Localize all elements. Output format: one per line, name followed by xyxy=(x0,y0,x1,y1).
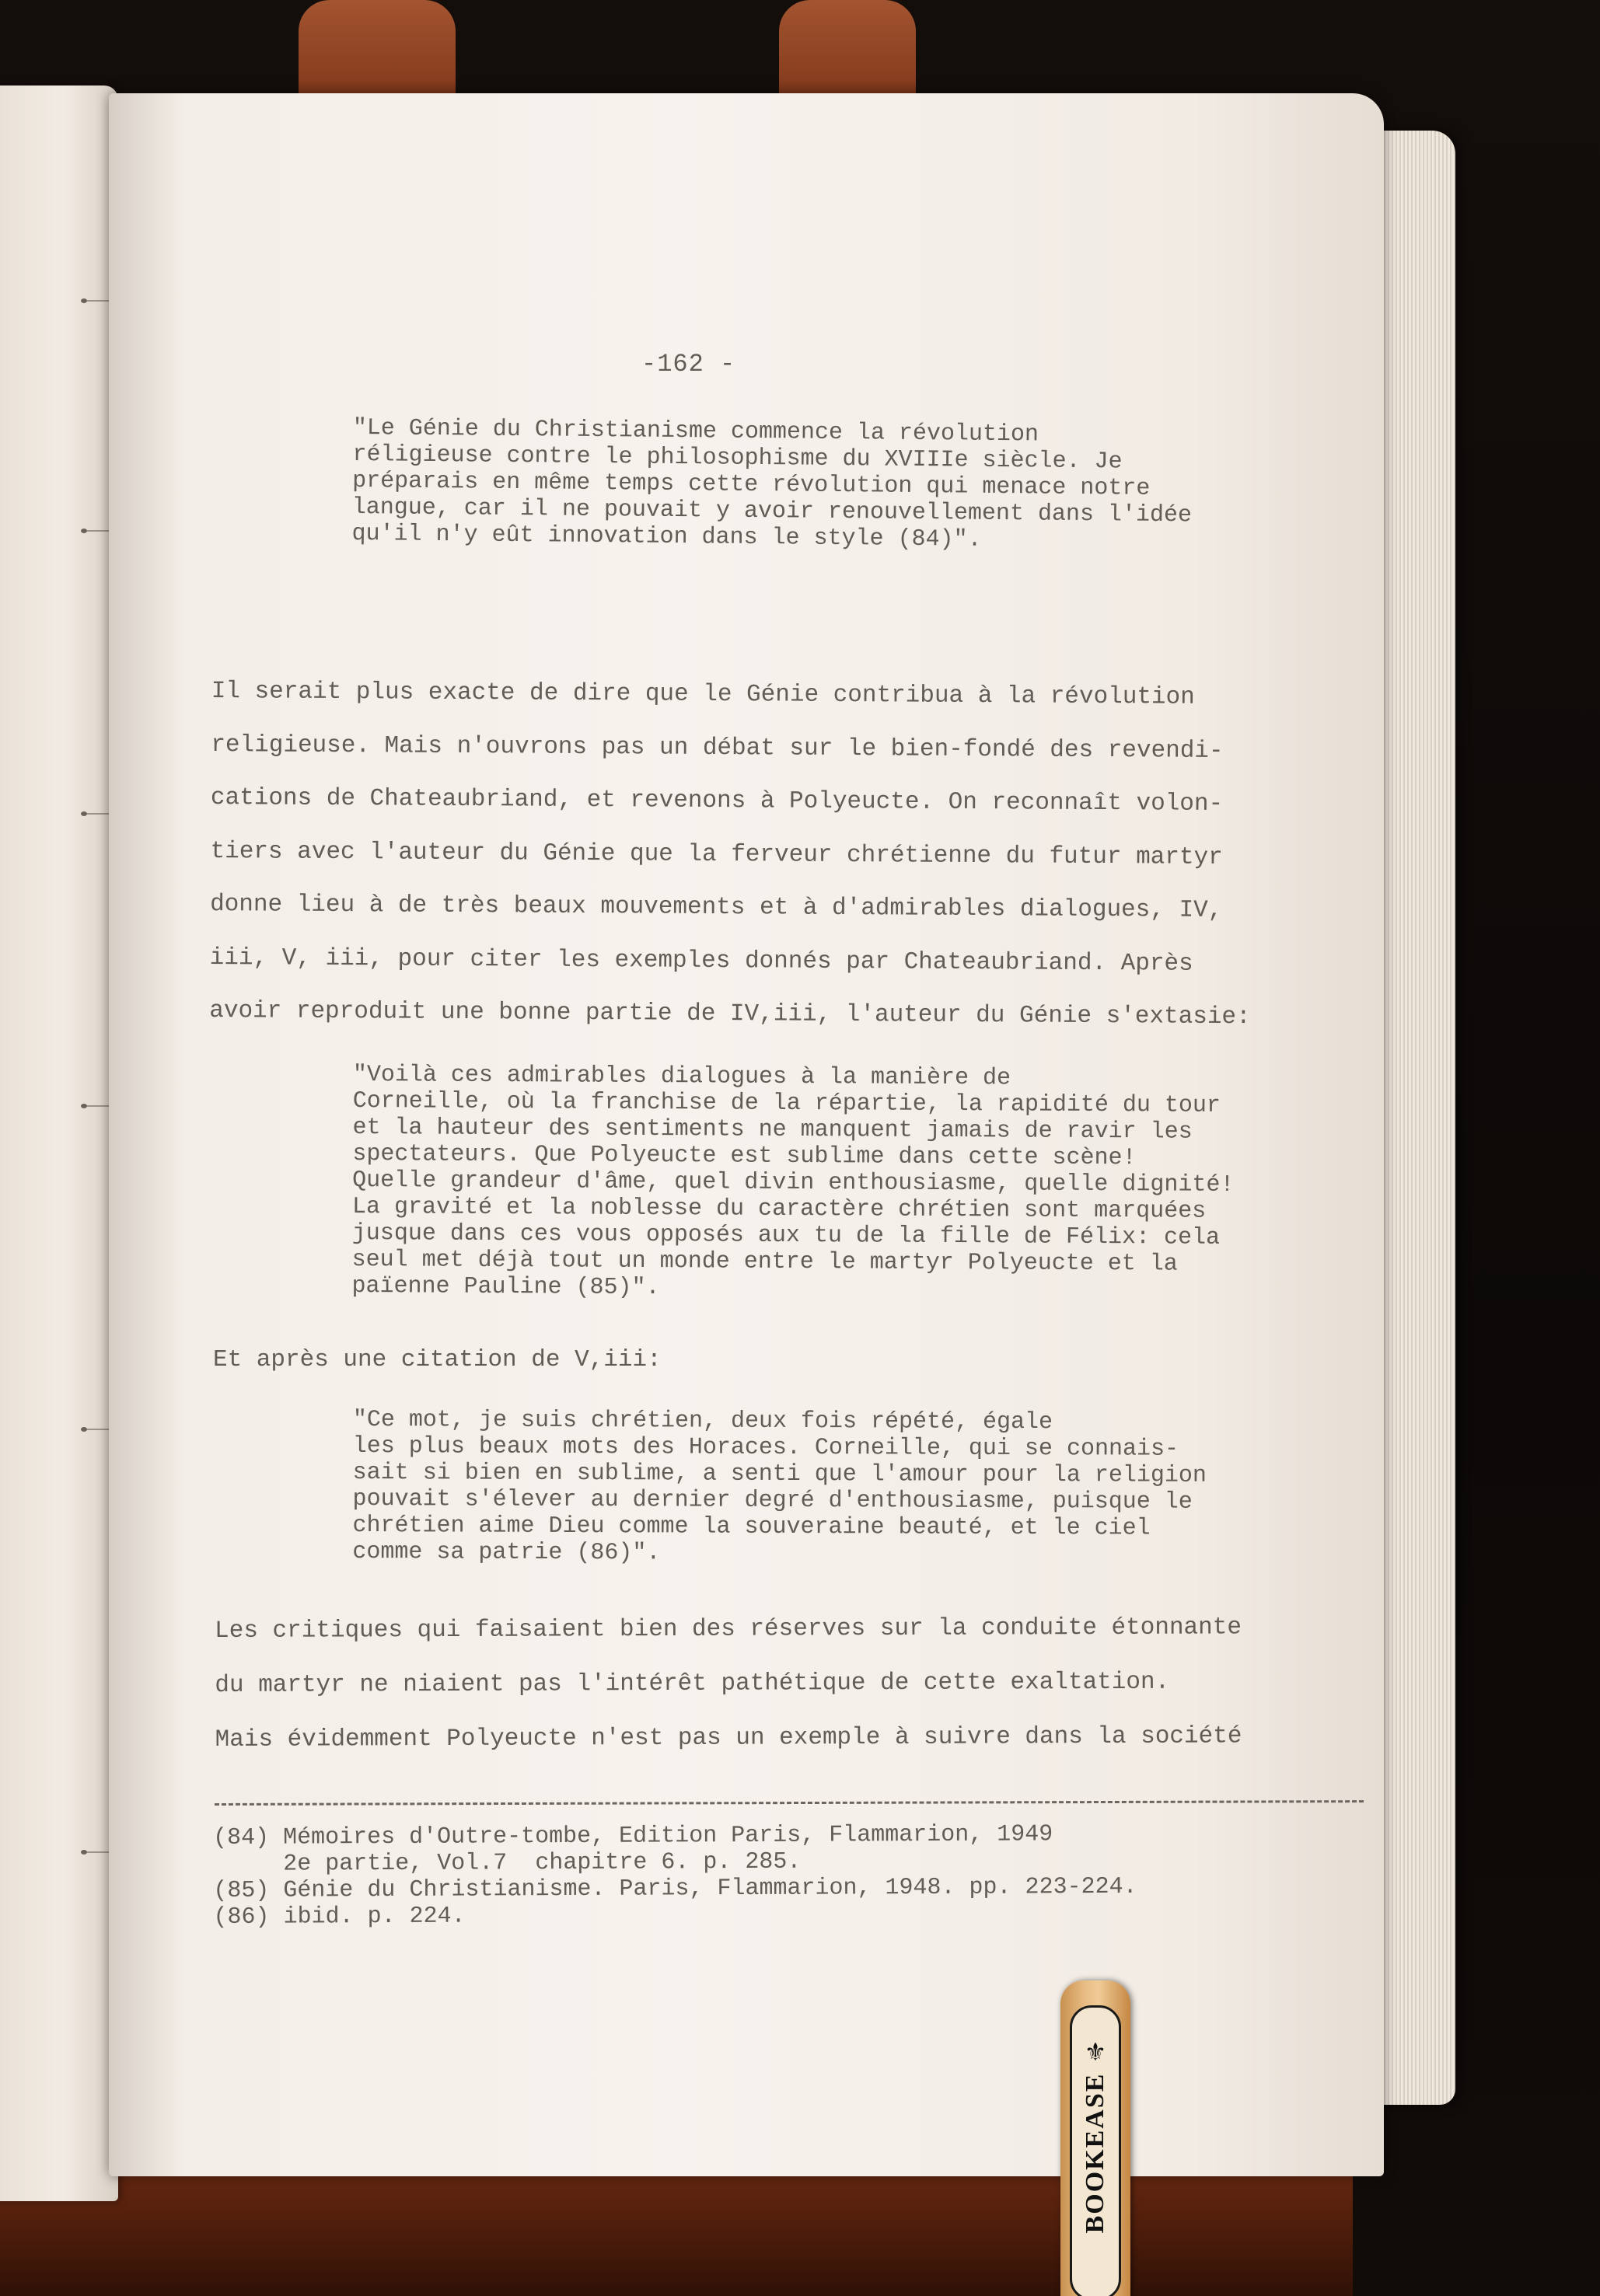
fleur-icon: ⚜ xyxy=(1084,2037,1107,2067)
body-paragraph: Il serait plus exacte de dire que le Génie contribua à la révolution religieuse. Mais n'ouvrons pas un débat sur le bien-fondé des revendi- cations de Chateaubriand, et revenons à Polyeucte. On reconnaît volon- tiers avec l'auteur du Génie que la ferveur chrétienne du futur martyr donne lieu à de très beaux mouvements et à d'admirables dialogues, IV, iii, V, iii, pour citer les exemples donnés par Chateaubriand. Après avoir reproduit une bonne partie de IV,iii, l'auteur du Génie s'extasie: xyxy=(209,677,1251,1031)
quote-block: "Voilà ces admirables dialogues à la manière de Corneille, où la franchise de la répartie, la rapidité du tour et la hauteur des sentiments ne manquent jamais de ravir les spectateurs. Que Polyeucte est sublime dans cette scène! Quelle grandeur d'âme, quel divin enthousiasme, quelle dignité! La gravité et la noblesse du caractère chrétien sont marquées jusque dans ces vous opposés aux tu de la fille de Félix: cela seul met déjà tout un monde entre le martyr Polyeucte et la païenne Pauline (85)". xyxy=(351,1062,1235,1302)
body-paragraph: Les critiques qui faisaient bien des réserves sur la conduite étonnante du martyr ne niaient pas l'intérêt pathétique de cette exaltation. Mais évidemment Polyeucte n'est pas un exemple à suivre dans la société xyxy=(215,1614,1242,1753)
quote-block: "Ce mot, je suis chrétien, deux fois répété, égale les plus beaux mots des Horaces. Corneille, qui se connais- sait si bien en sublime, a senti que l'amour pour la religion pouvait s'élever au dernier degré d'enthousiasme, puisque le chrétien aime Dieu comme la souveraine beauté, et le ciel comme sa patrie (86)". xyxy=(352,1407,1207,1567)
stand-tab-right xyxy=(779,0,916,109)
left-page xyxy=(0,85,118,2201)
typewritten-page xyxy=(109,93,1384,2176)
page-number: -162 - xyxy=(641,350,736,379)
footnote-rule xyxy=(215,1800,1364,1806)
stand-tab-left xyxy=(299,0,456,109)
quote-block: "Le Génie du Christianisme commence la révolution réligieuse contre le philosophisme du XVIIIe siècle. Je préparais en même temps cette révolution qui menace notre langue, car il ne pouvait y avoir renouvellement dans l'idée qu'il n'y eût innovation dans le style (84)". xyxy=(351,415,1193,553)
book-stand-base xyxy=(0,2161,1353,2296)
footnotes: (84) Mémoires d'Outre-tombe, Edition Paris, Flammarion, 1949 2e partie, Vol.7 chapitre 6. p. 285. (85) Génie du Christianisme. Paris, Flammarion, 1948. pp. 223-224. (86) ibid. p. 224. xyxy=(213,1821,1137,1931)
body-paragraph: Et après une citation de V,iii: xyxy=(213,1346,662,1373)
bookmark-brand: BOOKEASE xyxy=(1081,2072,1109,2234)
